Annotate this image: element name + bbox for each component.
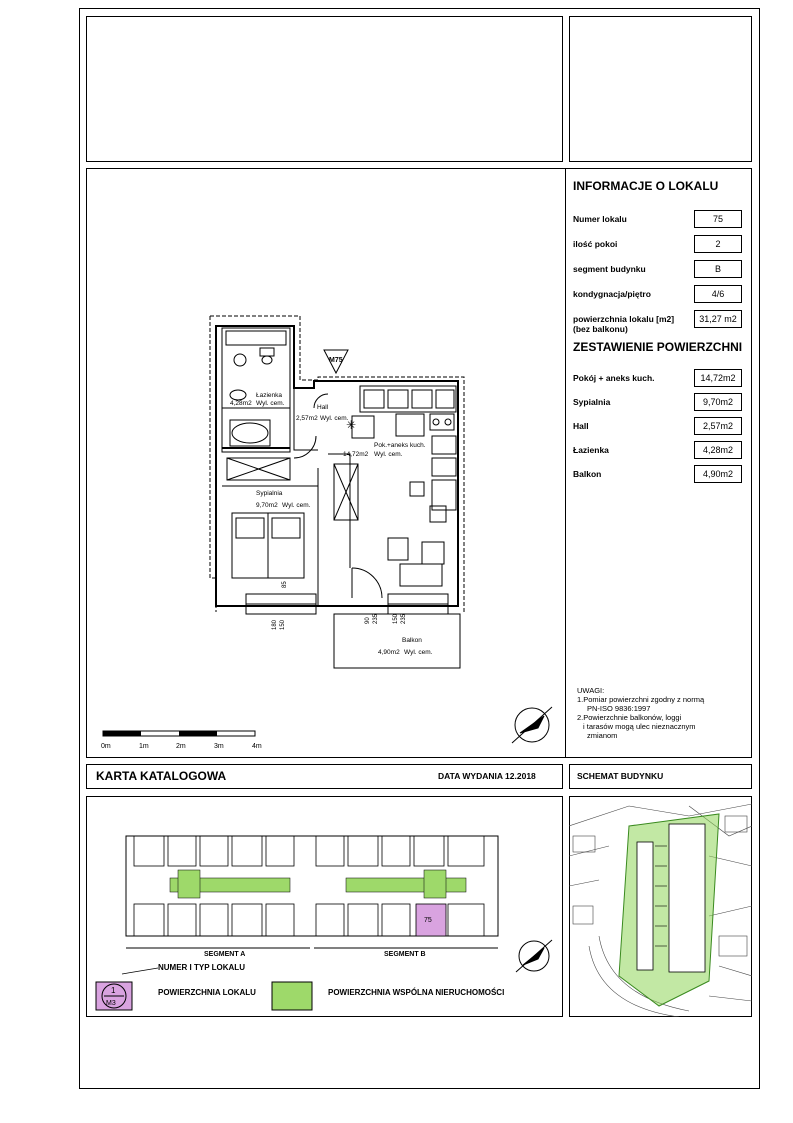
area-label-hall: Hall xyxy=(573,421,589,431)
dim-label: 85 xyxy=(282,581,288,588)
info-label-segment: segment budynku xyxy=(573,264,646,274)
scale-bar xyxy=(101,731,262,750)
info-label-unit-number: Numer lokalu xyxy=(573,214,627,224)
balcony-finish: Wyl. cem. xyxy=(404,649,433,656)
bedroom-area: 9,70m2 xyxy=(256,502,278,509)
info-value-floor: 4/6 xyxy=(694,285,742,303)
info-value-segment: B xyxy=(694,260,742,278)
area-value-bedroom: 9,70m2 xyxy=(694,393,742,411)
highlight-unit-number: 75 xyxy=(424,917,432,924)
info-value-unit-number: 75 xyxy=(694,210,742,228)
catalog-title: KARTA KATALOGOWA xyxy=(96,769,227,783)
living-finish: Wyl. cem. xyxy=(374,451,403,458)
notes-line: 1.Pomiar powierzchni zgodny z normą xyxy=(577,695,705,704)
site-scheme-drawing xyxy=(569,796,752,1017)
living-area: 14,72m2 xyxy=(343,451,369,458)
floor-plan-drawing xyxy=(86,168,564,758)
info-label-rooms: ilość pokoi xyxy=(573,239,618,249)
header-left-box xyxy=(86,16,563,162)
hall-finish: Wyl. cem. xyxy=(320,415,349,422)
area-label-bathroom: Łazienka xyxy=(573,445,609,455)
legend-unit-area-label: POWIERZCHNIA LOKALU xyxy=(158,988,256,997)
area-label-balcony: Balkon xyxy=(573,469,602,479)
dim-label: 150 xyxy=(393,613,399,624)
scale-label: 3m xyxy=(214,743,224,750)
area-label-living: Pokój + aneks kuch. xyxy=(573,373,655,383)
info-panel-divider xyxy=(565,168,566,758)
hall-name: Hall xyxy=(317,404,329,411)
header-right-box xyxy=(569,16,752,162)
dim-label: 235 xyxy=(401,613,407,624)
balcony-area: 4,90m2 xyxy=(378,649,400,656)
bathroom-name: Łazienka xyxy=(256,392,283,399)
bathroom-area: 4,28m2 xyxy=(230,400,252,407)
scheme-title: SCHEMAT BUDYNKU xyxy=(577,771,664,781)
dim-label: 90 xyxy=(365,617,371,624)
unit-tag: M75 xyxy=(329,357,343,364)
legend-unit-number-label: NUMER I TYP LOKALU xyxy=(158,963,245,972)
ventilation-icon: ✳ xyxy=(346,418,357,432)
hall-area: 2,57m2 xyxy=(296,415,318,422)
segment-a-label: SEGMENT A xyxy=(204,951,246,958)
balcony-name: Balkon xyxy=(402,637,422,644)
dim-label: 180 xyxy=(272,619,278,630)
key-plan-drawing xyxy=(86,796,563,1017)
scale-label: 0m xyxy=(101,743,111,750)
north-arrow-icon xyxy=(516,940,552,972)
area-value-hall: 2,57m2 xyxy=(694,417,742,435)
notes-line: PN-ISO 9836:1997 xyxy=(587,704,651,713)
notes-title: UWAGI: xyxy=(577,686,605,695)
unit-badge-number: 1 xyxy=(111,986,116,995)
legend-common-area-label: POWIERZCHNIA WSPÓLNA NIERUCHOMOŚCI xyxy=(328,988,505,997)
scale-label: 2m xyxy=(176,743,186,750)
notes-line: 2.Powierzchnie balkonów, loggi xyxy=(577,713,682,722)
area-value-bathroom: 4,28m2 xyxy=(694,441,742,459)
area-value-balcony: 4,90m2 xyxy=(694,465,742,483)
info-label-floor: kondygnacja/piętro xyxy=(573,289,651,299)
area-label-bedroom: Sypialnia xyxy=(573,397,611,407)
dim-label: 150 xyxy=(280,619,286,630)
info-title: INFORMACJE O LOKALU xyxy=(573,179,719,193)
segment-b-label: SEGMENT B xyxy=(384,951,426,958)
bathroom-finish: Wyl. cem. xyxy=(256,400,285,407)
dim-label: 235 xyxy=(373,613,379,624)
info-value-area: 31,27 m2 xyxy=(694,310,742,328)
bedroom-name: Sypialnia xyxy=(256,490,283,497)
info-label-area-note: (bez balkonu) xyxy=(573,324,628,334)
notes-line: zmianom xyxy=(587,731,618,740)
notes-line: i tarasów mogą ulec nieznacznym xyxy=(583,722,696,731)
areas-title: ZESTAWIENIE POWIERZCHNI xyxy=(573,340,743,354)
living-name: Pok.+aneks kuch. xyxy=(374,442,426,449)
issue-date: DATA WYDANIA 12.2018 xyxy=(438,771,536,781)
info-value-rooms: 2 xyxy=(694,235,742,253)
bedroom-finish: Wyl. cem. xyxy=(282,502,311,509)
scale-label: 4m xyxy=(252,743,262,750)
area-value-living: 14,72m2 xyxy=(694,369,742,387)
scale-label: 1m xyxy=(139,743,149,750)
unit-badge-type: M3 xyxy=(106,1000,116,1007)
info-label-area: powierzchnia lokalu [m2] xyxy=(573,314,675,324)
north-arrow-icon xyxy=(512,707,552,743)
notes xyxy=(577,686,704,740)
